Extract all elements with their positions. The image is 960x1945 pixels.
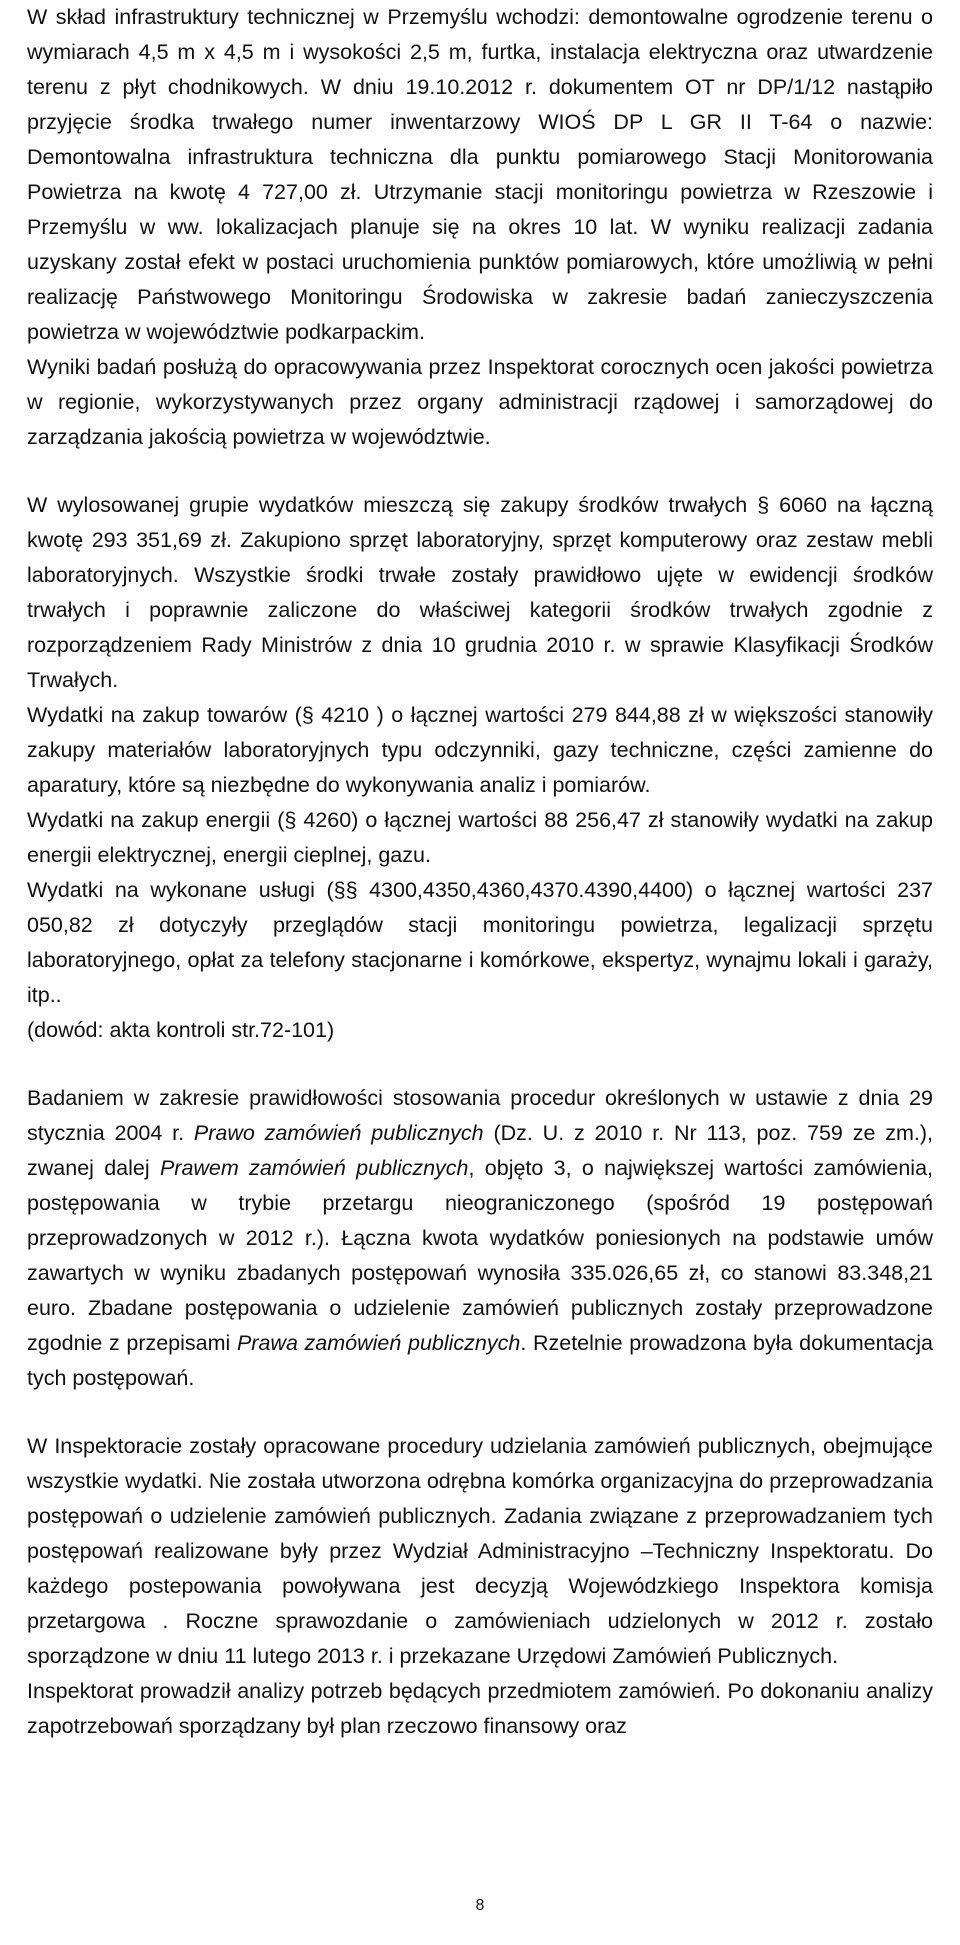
page-number: 8	[475, 1897, 485, 1914]
text-segment: (Dz. U. z 2010 r. Nr 113, poz. 759 ze zm.), zwanej dalej	[27, 1121, 933, 1180]
paragraph-fixed-assets: W wylosowanej grupie wydatków mieszczą się zakupy środków trwałych § 6060 na łączną kwotę 293 351,69 zł. Zakupiono sprzęt laboratoryjny, sprzęt komputerowy oraz zestaw mebli laboratoryjnych. Wszystkie środki trwałe zostały prawidłowo ujęte w ewidencji środków trwałych i poprawnie zaliczone do właściwej kategorii środków trwałych zgodnie z rozporządzeniem Rady Ministrów z dnia 10 grudnia 2010 r. w sprawie Klasyfikacji Środków Trwałych.	[27, 493, 933, 692]
paragraph-gap	[27, 1048, 933, 1081]
text-segment: Badaniem w zakresie prawidłowości stosowania procedur określonych w ustawie z dnia 29 stycznia 2004 r.	[27, 1086, 933, 1145]
paragraph-energy-purchase: Wydatki na zakup energii (§ 4260) o łącznej wartości 88 256,47 zł stanowiły wydatki na zakup energii elektrycznej, energii cieplnej, gazu.	[27, 808, 933, 867]
law-title-italic: Prawem zamówień publicznych	[159, 1156, 469, 1180]
law-title-italic: Prawa zamówień publicznych	[236, 1331, 521, 1355]
paragraph-services: Wydatki na wykonane usługi (§§ 4300,4350,4360,4370.4390,4400) o łącznej wartości 237 050,82 zł dotyczyły przeglądów stacji monitoringu powietrza, legalizacji sprzętu laboratoryjnego, opłat za telefony stacjonarne i komórkowe, ekspertyz, wynajmu lokali i garaży, itp..	[27, 878, 933, 1007]
paragraph-procurement-audit	[27, 1081, 933, 1396]
paragraph-gap	[27, 1396, 933, 1429]
evidence-reference: (dowód: akta kontroli str.72-101)	[27, 1018, 335, 1042]
paragraph-goods-purchase: Wydatki na zakup towarów (§ 4210 ) o łącznej wartości 279 844,88 zł w większości stanowiły zakupy materiałów laboratoryjnych typu odczynniki, gazy techniczne, części zamienne do aparatury, które są niezbędne do wykonywania analiz i pomiarów.	[27, 703, 933, 797]
text-segment: , objęto 3, o największej wartości zamówienia, postępowania w trybie przetargu nieograniczonego (spośród 19 postępowań przeprowadzonych w 2012 r.). Łączna kwota wydatków poniesionych na podstawie umów zawartych w wyniku zbadanych postępowań wynosiła 335.026,65 zł, co stanowi 83.348,21 euro. Zbadane postępowania o udzielenie zamówień publicznych zostały przeprowadzone zgodnie z przepisami	[27, 1156, 933, 1355]
law-title-italic: Prawo zamówień publicznych	[193, 1121, 484, 1145]
paragraph-gap	[27, 455, 933, 488]
text-segment: . Rzetelnie prowadzona była dokumentacja tych postępowań.	[27, 1331, 933, 1390]
paragraph-results-use: Wyniki badań posłużą do opracowywania przez Inspektorat corocznych ocen jakości powietrza w regionie, wykorzystywanych przez organy administracji rządowej i samorządowej do zarządzania jakością powietrza w województwie.	[27, 355, 933, 449]
paragraph-needs-analysis: Inspektorat prowadził analizy potrzeb będących przedmiotem zamówień. Po dokonaniu analizy zapotrzebowań sporządzany był plan rzeczowo finansowy oraz	[27, 1679, 933, 1738]
paragraph-procedures: W Inspektoracie zostały opracowane procedury udzielania zamówień publicznych, obejmujące wszystkie wydatki. Nie została utworzona odrębna komórka organizacyjna do przeprowadzania postępowań o udzielenie zamówień publicznych. Zadania związane z przeprowadzaniem tych postępowań realizowane były przez Wydział Administracyjno –Techniczny Inspektoratu. Do każdego postepowania powoływana jest decyzją Wojewódzkiego Inspektora komisja przetargowa . Roczne sprawozdanie o zamówieniach udzielonych w 2012 r. zostało sporządzone w dniu 11 lutego 2013 r. i przekazane Urzędowi Zamówień Publicznych.	[27, 1434, 933, 1668]
paragraph-infrastructure: W skład infrastruktury technicznej w Przemyślu wchodzi: demontowalne ogrodzenie terenu o wymiarach 4,5 m x 4,5 m i wysokości 2,5 m, furtka, instalacja elektryczna oraz utwardzenie terenu z płyt chodnikowych. W dniu 19.10.2012 r. dokumentem OT nr DP/1/12 nastąpiło przyjęcie środka trwałego numer inwentarzowy WIOŚ DP L GR II T-64 o nazwie: Demontowalna infrastruktura techniczna dla punktu pomiarowego Stacji Monitorowania Powietrza na kwotę 4 727,00 zł. Utrzymanie stacji monitoringu powietrza w Rzeszowie i Przemyślu w ww. lokalizacjach planuje się na okres 10 lat. W wyniku realizacji zadania uzyskany został efekt w postaci uruchomienia punktów pomiarowych, które umożliwią w pełni realizację Państwowego Monitoringu Środowiska w zakresie badań zanieczyszczenia powietrza w województwie podkarpackim.	[27, 5, 933, 344]
document-body	[27, 0, 933, 1744]
